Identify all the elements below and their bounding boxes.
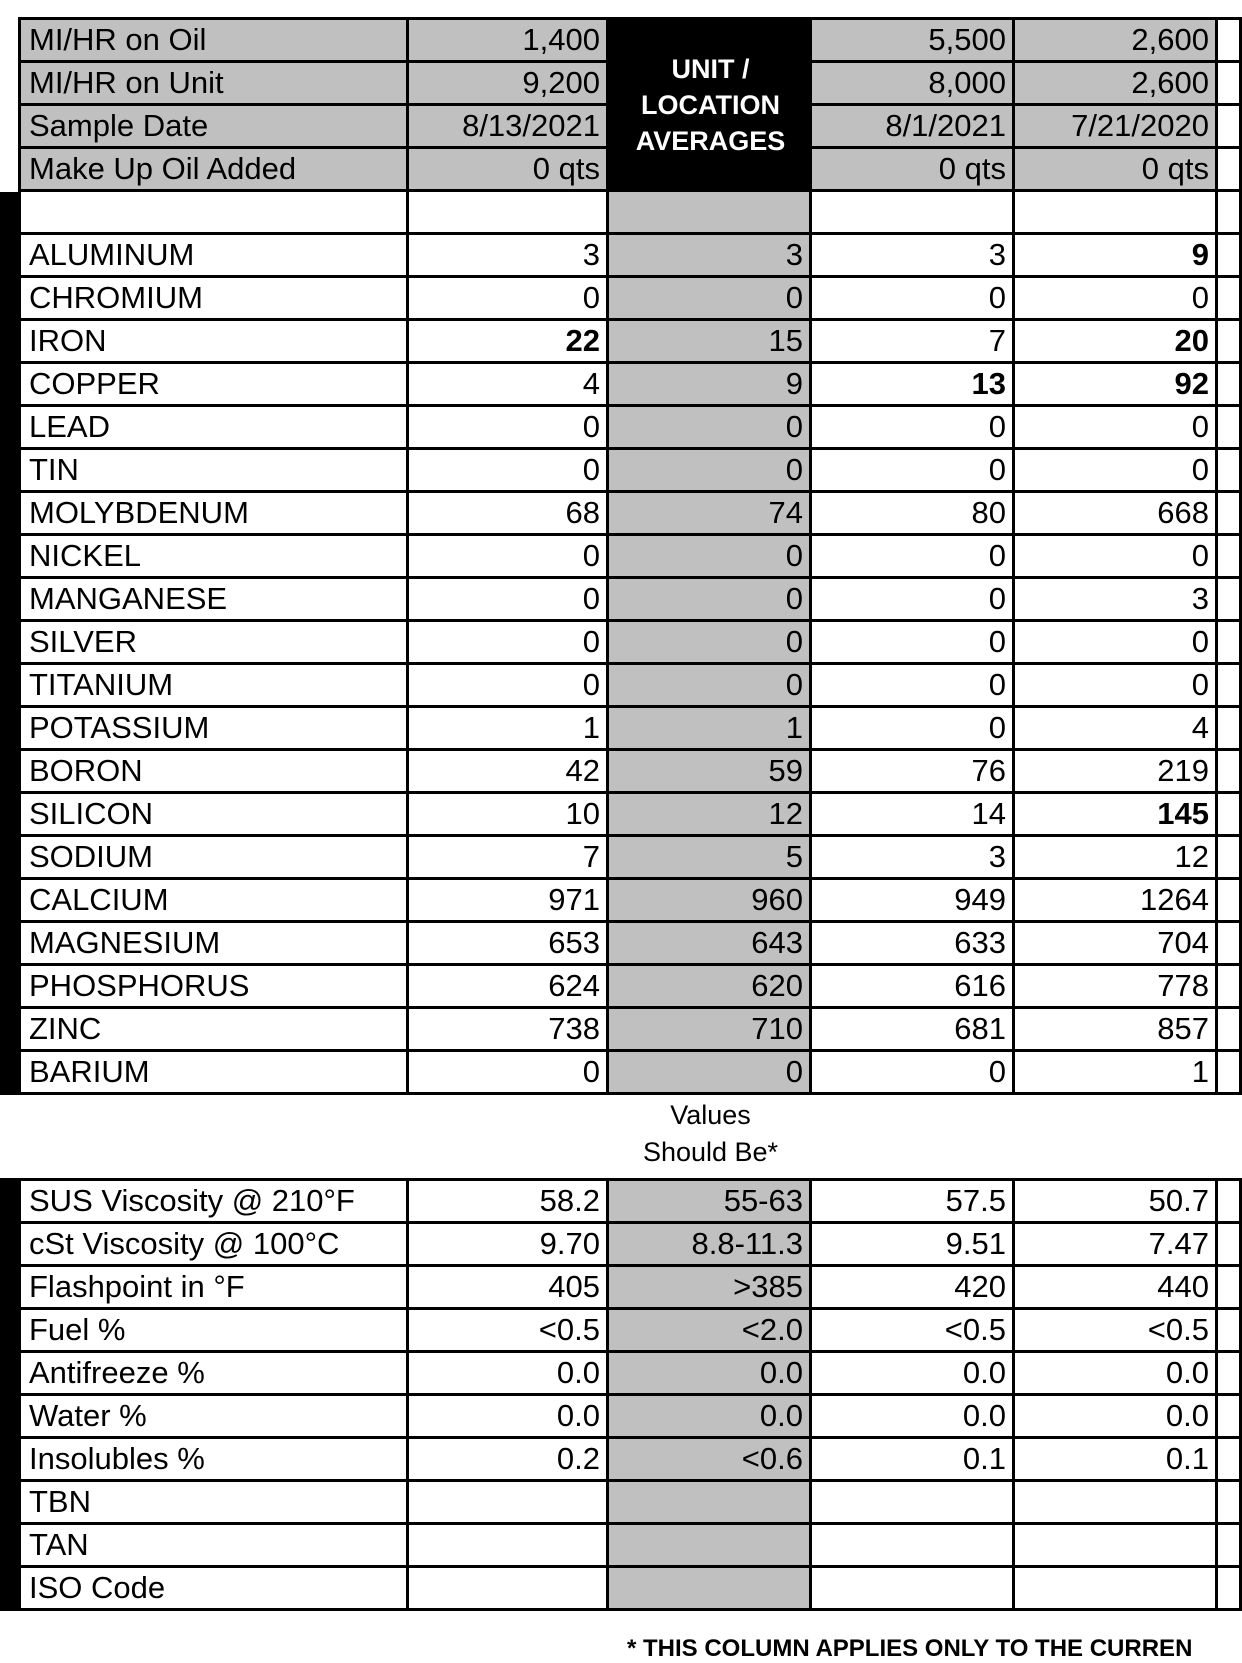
header-row-label: Sample Date xyxy=(21,106,409,149)
property-value xyxy=(1015,1482,1218,1525)
left-bar-bottom xyxy=(0,1178,21,1611)
element-value: 3 xyxy=(609,235,812,278)
element-value: 92 xyxy=(1015,364,1218,407)
element-value: 681 xyxy=(812,1009,1015,1052)
property-label: TBN xyxy=(21,1482,409,1525)
element-value: 10 xyxy=(409,794,609,837)
element-value: 0 xyxy=(609,407,812,450)
element-label: CALCIUM xyxy=(21,880,409,923)
edge-cell xyxy=(1218,192,1242,235)
property-value: 0.2 xyxy=(409,1439,609,1482)
element-value: 0 xyxy=(1015,278,1218,321)
property-value: 0.0 xyxy=(1015,1396,1218,1439)
property-value: 440 xyxy=(1015,1267,1218,1310)
blank-cell xyxy=(812,192,1015,235)
element-value: 1 xyxy=(409,708,609,751)
element-value: 0 xyxy=(1015,450,1218,493)
header-row-value: 8/13/2021 xyxy=(409,106,609,149)
element-value: 1 xyxy=(1015,1052,1218,1095)
edge-cell xyxy=(1218,1224,1242,1267)
averages-header xyxy=(609,20,812,189)
element-value: 7 xyxy=(409,837,609,880)
element-label: NICKEL xyxy=(21,536,409,579)
blank-cell xyxy=(1015,192,1218,235)
edge-cell xyxy=(1218,708,1242,751)
element-value: 3 xyxy=(1015,579,1218,622)
element-value: 1 xyxy=(609,708,812,751)
edge-cell xyxy=(1218,1181,1242,1224)
element-label: TIN xyxy=(21,450,409,493)
element-label: SODIUM xyxy=(21,837,409,880)
property-label: Antifreeze % xyxy=(21,1353,409,1396)
element-value: 74 xyxy=(609,493,812,536)
element-value: 643 xyxy=(609,923,812,966)
edge-cell xyxy=(1218,1439,1242,1482)
element-label: BORON xyxy=(21,751,409,794)
element-value: 80 xyxy=(812,493,1015,536)
property-value: <0.5 xyxy=(1015,1310,1218,1353)
element-value: 0 xyxy=(609,536,812,579)
edge-cell xyxy=(1218,1396,1242,1439)
element-value: 0 xyxy=(812,708,1015,751)
header-row-value: 8/1/2021 xyxy=(812,106,1015,149)
header-row-value: 0 qts xyxy=(409,149,609,192)
element-value: 949 xyxy=(812,880,1015,923)
edge-cell xyxy=(1218,880,1242,923)
element-value: 4 xyxy=(409,364,609,407)
property-value: 0.0 xyxy=(812,1396,1015,1439)
property-value xyxy=(409,1482,609,1525)
element-value: 653 xyxy=(409,923,609,966)
element-label: SILICON xyxy=(21,794,409,837)
edge-cell xyxy=(1218,1568,1242,1611)
element-value: 616 xyxy=(812,966,1015,1009)
element-value: 778 xyxy=(1015,966,1218,1009)
property-value: 0.0 xyxy=(409,1396,609,1439)
element-value: 624 xyxy=(409,966,609,1009)
edge-cell xyxy=(1218,106,1242,149)
element-value: 14 xyxy=(812,794,1015,837)
property-value: 0.0 xyxy=(812,1353,1015,1396)
element-value: 1264 xyxy=(1015,880,1218,923)
element-label: CHROMIUM xyxy=(21,278,409,321)
element-value: 7 xyxy=(812,321,1015,364)
averages-header-line-2: LOCATION xyxy=(641,89,780,120)
edge-cell xyxy=(1218,837,1242,880)
property-value: <0.6 xyxy=(609,1439,812,1482)
edge-cell xyxy=(1218,1267,1242,1310)
element-value: 76 xyxy=(812,751,1015,794)
element-value: 0 xyxy=(812,579,1015,622)
element-value: 0 xyxy=(1015,407,1218,450)
property-label: Insolubles % xyxy=(21,1439,409,1482)
element-value: 971 xyxy=(409,880,609,923)
element-value: 0 xyxy=(812,536,1015,579)
property-value xyxy=(812,1568,1015,1611)
element-value: 15 xyxy=(609,321,812,364)
element-value: 0 xyxy=(609,450,812,493)
blank-cell xyxy=(21,192,409,235)
element-value: 704 xyxy=(1015,923,1218,966)
header-row-value: 2,600 xyxy=(1015,20,1218,63)
element-value: 738 xyxy=(409,1009,609,1052)
element-value: 0 xyxy=(409,407,609,450)
element-label: PHOSPHORUS xyxy=(21,966,409,1009)
header-row-value: 1,400 xyxy=(409,20,609,63)
property-value xyxy=(812,1525,1015,1568)
element-value: 0 xyxy=(812,278,1015,321)
header-row-value: 2,600 xyxy=(1015,63,1218,106)
element-label: MOLYBDENUM xyxy=(21,493,409,536)
property-value: <0.5 xyxy=(812,1310,1015,1353)
element-value: 0 xyxy=(1015,665,1218,708)
property-value: 0.1 xyxy=(1015,1439,1218,1482)
edge-cell xyxy=(1218,278,1242,321)
element-label: IRON xyxy=(21,321,409,364)
values-should-be-line-2: Should Be* xyxy=(642,1137,779,1167)
property-label: Flashpoint in °F xyxy=(21,1267,409,1310)
property-value: 0.1 xyxy=(812,1439,1015,1482)
edge-cell xyxy=(1218,1310,1242,1353)
element-label: MAGNESIUM xyxy=(21,923,409,966)
property-value: >385 xyxy=(609,1267,812,1310)
element-value: 12 xyxy=(1015,837,1218,880)
header-row-value: 5,500 xyxy=(812,20,1015,63)
edge-cell xyxy=(1218,1482,1242,1525)
element-value: 0 xyxy=(812,450,1015,493)
left-bar xyxy=(0,192,21,1095)
header-row-value: 0 qts xyxy=(812,149,1015,192)
property-value: 405 xyxy=(409,1267,609,1310)
edge-cell xyxy=(1218,493,1242,536)
edge-cell xyxy=(1218,665,1242,708)
edge-cell xyxy=(1218,536,1242,579)
property-value: 0.0 xyxy=(609,1353,812,1396)
property-value: 9.51 xyxy=(812,1224,1015,1267)
edge-cell xyxy=(1218,149,1242,192)
element-value: 68 xyxy=(409,493,609,536)
property-value: 0.0 xyxy=(609,1396,812,1439)
footnote: * THIS COLUMN APPLIES ONLY TO THE CURREN xyxy=(627,1635,1193,1662)
property-value: 7.47 xyxy=(1015,1224,1218,1267)
edge-cell xyxy=(1218,235,1242,278)
element-value: 0 xyxy=(409,579,609,622)
edge-cell xyxy=(1218,794,1242,837)
edge-cell xyxy=(1218,1525,1242,1568)
header-row-value: 8,000 xyxy=(812,63,1015,106)
element-value: 620 xyxy=(609,966,812,1009)
element-value: 59 xyxy=(609,751,812,794)
property-value: 58.2 xyxy=(409,1181,609,1224)
property-value xyxy=(1015,1568,1218,1611)
element-value: 4 xyxy=(1015,708,1218,751)
element-label: BARIUM xyxy=(21,1052,409,1095)
element-value: 0 xyxy=(409,278,609,321)
element-value: 0 xyxy=(812,622,1015,665)
element-value: 857 xyxy=(1015,1009,1218,1052)
element-value: 9 xyxy=(609,364,812,407)
element-value: 3 xyxy=(812,235,1015,278)
element-value: 0 xyxy=(609,665,812,708)
edge-cell xyxy=(1218,364,1242,407)
blank-cell xyxy=(609,192,812,235)
property-value xyxy=(609,1568,812,1611)
edge-cell xyxy=(1218,1052,1242,1095)
element-value: 0 xyxy=(609,622,812,665)
element-value: 42 xyxy=(409,751,609,794)
element-value: 3 xyxy=(812,837,1015,880)
property-value: 9.70 xyxy=(409,1224,609,1267)
element-value: 0 xyxy=(812,1052,1015,1095)
element-value: 0 xyxy=(812,407,1015,450)
element-label: ALUMINUM xyxy=(21,235,409,278)
edge-cell xyxy=(1218,579,1242,622)
element-label: COPPER xyxy=(21,364,409,407)
element-value: 960 xyxy=(609,880,812,923)
property-value: 8.8-11.3 xyxy=(609,1224,812,1267)
element-label: ZINC xyxy=(21,1009,409,1052)
element-value: 0 xyxy=(409,1052,609,1095)
header-row-label: Make Up Oil Added xyxy=(21,149,409,192)
element-value: 12 xyxy=(609,794,812,837)
element-value: 0 xyxy=(609,278,812,321)
element-label: TITANIUM xyxy=(21,665,409,708)
edge-cell xyxy=(1218,1009,1242,1052)
element-value: 145 xyxy=(1015,794,1218,837)
header-row-label: MI/HR on Oil xyxy=(21,20,409,63)
element-label: LEAD xyxy=(21,407,409,450)
blank-cell xyxy=(409,192,609,235)
header-row-label: MI/HR on Unit xyxy=(21,63,409,106)
property-value: 420 xyxy=(812,1267,1015,1310)
element-value: 0 xyxy=(409,536,609,579)
element-value: 0 xyxy=(1015,536,1218,579)
element-value: 22 xyxy=(409,321,609,364)
property-value xyxy=(1015,1525,1218,1568)
property-value: 50.7 xyxy=(1015,1181,1218,1224)
element-value: 9 xyxy=(1015,235,1218,278)
element-value: 219 xyxy=(1015,751,1218,794)
element-value: 0 xyxy=(409,450,609,493)
property-value xyxy=(409,1568,609,1611)
edge-cell xyxy=(1218,20,1242,63)
edge-cell xyxy=(1218,923,1242,966)
edge-cell xyxy=(1218,63,1242,106)
header-row-value: 0 qts xyxy=(1015,149,1218,192)
edge-cell xyxy=(1218,1353,1242,1396)
element-value: 13 xyxy=(812,364,1015,407)
element-value: 0 xyxy=(409,665,609,708)
property-label: SUS Viscosity @ 210°F xyxy=(21,1181,409,1224)
edge-cell xyxy=(1218,751,1242,794)
element-value: 0 xyxy=(409,622,609,665)
element-value: 3 xyxy=(409,235,609,278)
edge-cell xyxy=(1218,450,1242,493)
property-value: 55-63 xyxy=(609,1181,812,1224)
element-value: 710 xyxy=(609,1009,812,1052)
values-should-be-line-1: Values xyxy=(670,1100,751,1130)
element-value: 0 xyxy=(812,665,1015,708)
property-value xyxy=(812,1482,1015,1525)
values-should-be-label xyxy=(609,1097,812,1171)
property-value: <0.5 xyxy=(409,1310,609,1353)
edge-cell xyxy=(1218,622,1242,665)
averages-header-line-1: UNIT / xyxy=(671,53,750,84)
edge-cell xyxy=(1218,966,1242,1009)
property-value: 0.0 xyxy=(409,1353,609,1396)
element-value: 20 xyxy=(1015,321,1218,364)
element-value: 0 xyxy=(609,1052,812,1095)
element-value: 0 xyxy=(609,579,812,622)
averages-header-line-3: AVERAGES xyxy=(635,125,786,156)
header-row-value: 9,200 xyxy=(409,63,609,106)
property-value xyxy=(609,1525,812,1568)
element-value: 668 xyxy=(1015,493,1218,536)
property-value: 57.5 xyxy=(812,1181,1015,1224)
element-value: 0 xyxy=(1015,622,1218,665)
element-value: 5 xyxy=(609,837,812,880)
property-value: <2.0 xyxy=(609,1310,812,1353)
property-value: 0.0 xyxy=(1015,1353,1218,1396)
element-label: SILVER xyxy=(21,622,409,665)
element-label: MANGANESE xyxy=(21,579,409,622)
element-label: POTASSIUM xyxy=(21,708,409,751)
edge-cell xyxy=(1218,321,1242,364)
property-value xyxy=(609,1482,812,1525)
edge-cell xyxy=(1218,407,1242,450)
property-label: cSt Viscosity @ 100°C xyxy=(21,1224,409,1267)
header-row-value: 7/21/2020 xyxy=(1015,106,1218,149)
property-label: ISO Code xyxy=(21,1568,409,1611)
property-label: Water % xyxy=(21,1396,409,1439)
property-label: TAN xyxy=(21,1525,409,1568)
property-value xyxy=(409,1525,609,1568)
element-value: 633 xyxy=(812,923,1015,966)
property-label: Fuel % xyxy=(21,1310,409,1353)
